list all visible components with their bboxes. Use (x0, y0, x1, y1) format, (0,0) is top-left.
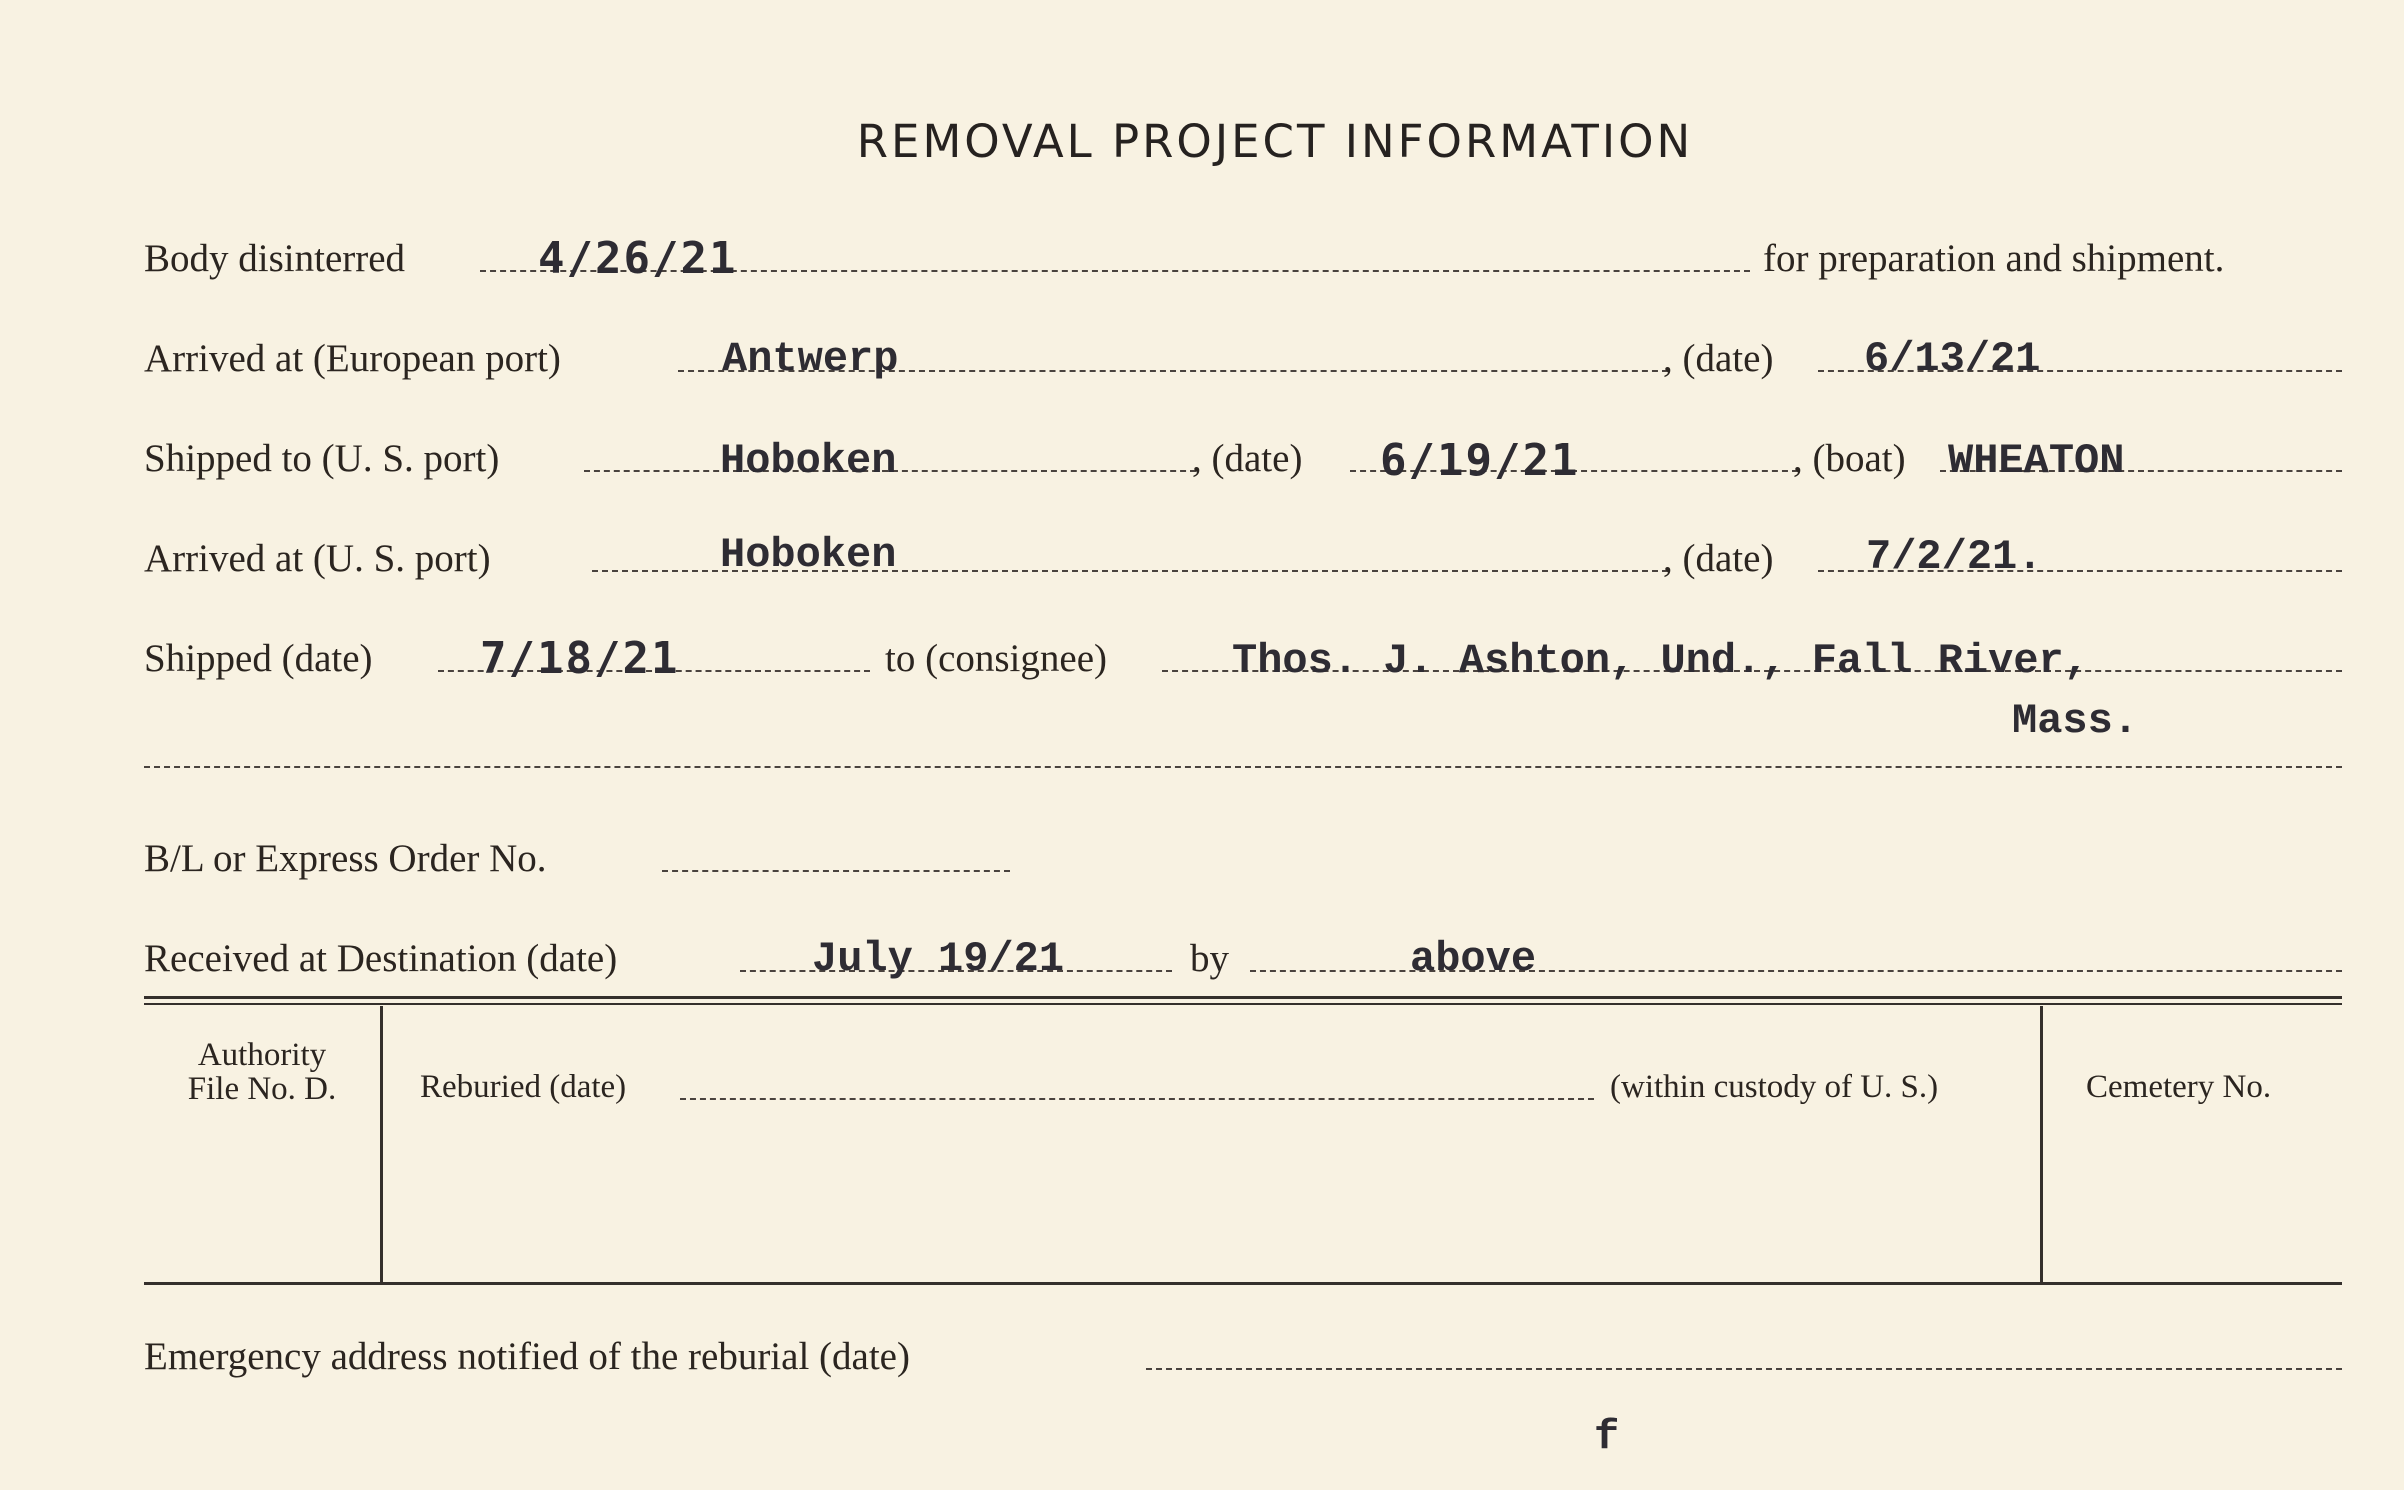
arrived-european-port-label: Arrived at (European port) (144, 337, 561, 380)
us-port-arrived-date: 7/2/21. (1866, 533, 2043, 581)
table-bottom-rule (144, 1282, 2342, 1285)
consignee-value-line2: Mass. (2012, 697, 2139, 745)
table-top-rule-thin (144, 1003, 2342, 1005)
shipped-date-label: Shipped (date) (144, 637, 373, 680)
table-top-rule (144, 996, 2342, 999)
received-destination-label: Received at Destination (date) (144, 937, 618, 980)
received-date-value: July 19/21 (812, 935, 1065, 983)
european-port-date: 6/13/21 (1864, 335, 2041, 383)
authority-label-line1: Authority (197, 1037, 327, 1073)
body-disinterred-label: Body disinterred (144, 237, 406, 280)
us-port-arrived-value: Hoboken (720, 531, 897, 579)
table-divider-left (380, 1006, 383, 1282)
within-custody-label: (within custody of U. S.) (1610, 1069, 1939, 1105)
date-label-1: , (date) (1663, 337, 1774, 380)
emergency-address-line (1146, 1368, 2342, 1370)
table-divider-right (2040, 1006, 2043, 1282)
footer-mark: f (1594, 1413, 1620, 1461)
consignee-value-line1: Thos. J. Ashton, Und., Fall River, (1232, 637, 2089, 685)
authority-label-line2: File No. D. (187, 1071, 337, 1107)
to-consignee-label: to (consignee) (885, 637, 1108, 680)
bl-order-label: B/L or Express Order No. (144, 837, 547, 880)
boat-value: WHEATON (1948, 437, 2125, 485)
date-label-2: , (date) (1192, 437, 1303, 480)
us-port-shipped-date: 6/19/21 (1380, 435, 1580, 486)
reburied-date-label: Reburied (date) (420, 1069, 627, 1105)
body-disinterred-date: 4/26/21 (538, 233, 738, 284)
european-port-value: Antwerp (722, 335, 899, 383)
consignee-continuation-line (144, 766, 2342, 768)
arrived-us-port-label: Arrived at (U. S. port) (144, 537, 491, 580)
reburied-date-line (680, 1098, 1594, 1100)
emergency-address-label: Emergency address notified of the reburial (date) (144, 1335, 910, 1378)
date-label-3: , (date) (1663, 537, 1774, 580)
by-label: by (1190, 937, 1229, 980)
for-preparation-label: for preparation and shipment. (1763, 237, 2225, 280)
shipped-date-value: 7/18/21 (480, 633, 680, 684)
boat-label: , (boat) (1793, 437, 1906, 480)
cemetery-no-label: Cemetery No. (2086, 1069, 2272, 1105)
bl-order-line (662, 870, 1010, 872)
us-port-shipped-value: Hoboken (720, 437, 897, 485)
shipped-to-us-port-label: Shipped to (U. S. port) (144, 437, 500, 480)
received-by-value: above (1410, 935, 1537, 983)
page-title: REMOVAL PROJECT INFORMATION (856, 115, 1694, 168)
